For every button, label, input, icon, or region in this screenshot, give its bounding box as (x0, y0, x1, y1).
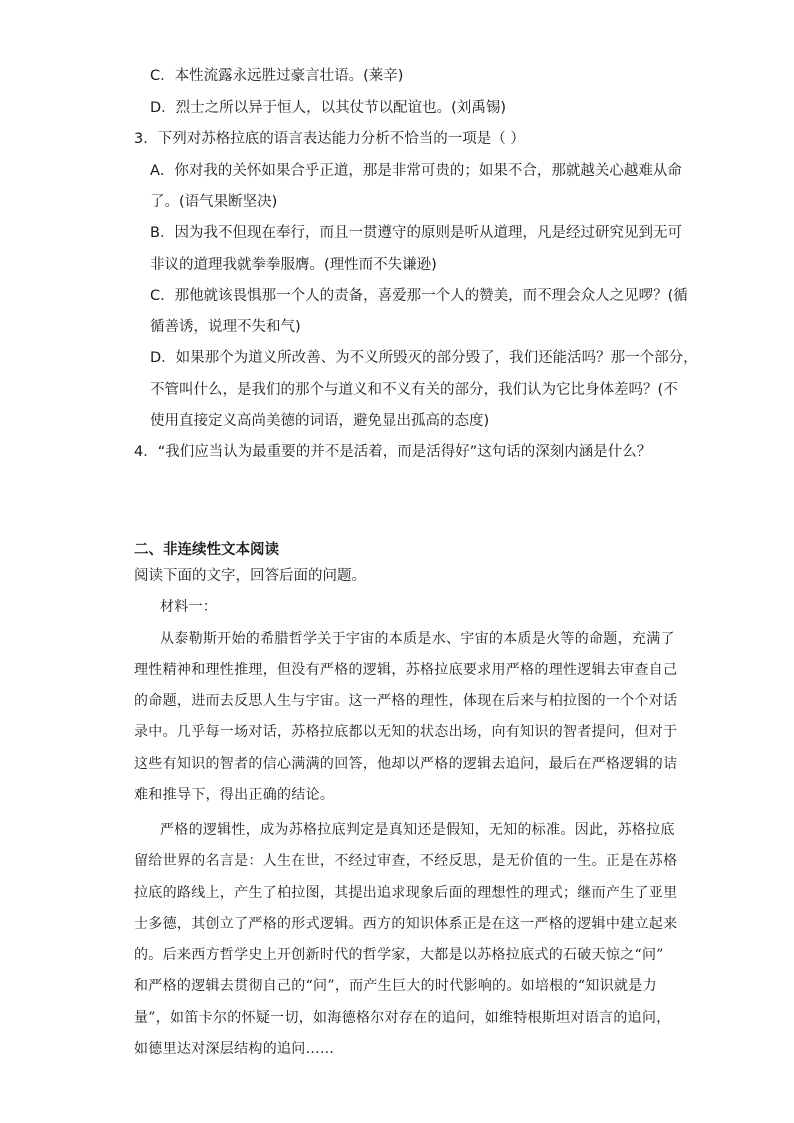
option-c-prev: C．本性流露永远胜过豪言壮语。(莱辛) (150, 68, 404, 84)
paragraph-1-line: 的命题，进而去反思人生与宇宙。这一严格的理性，体现在后来与柏拉图的一个个对话 (134, 693, 678, 709)
question-3-option-b-line2: 非议的道理我就拳拳服膺。(理性而不失谦逊) (150, 257, 437, 273)
question-3-option-d-line2: 不管叫什么，是我们的那个与道义和不义有关的部分，我们认为它比身体差吗？(不 (150, 382, 678, 398)
question-3-option-b-line1: B．因为我不但现在奉行，而且一贯遵守的原则是听从道理，凡是经过研究见到无可 (150, 225, 682, 241)
paragraph-2-line: 的。后来西方哲学史上开创新时代的哲学家，大都是以苏格拉底式的石破天惊之“问” (134, 947, 664, 963)
paragraph-2-line: 留给世界的名言是：人生在世，不经过审查，不经反思，是无价值的一生。正是在苏格 (134, 853, 678, 869)
paragraph-2-line: 量”，如笛卡尔的怀疑一切，如海德格尔对存在的追问，如维特根斯坦对语言的追问， (134, 1010, 671, 1026)
question-4-stem: 4．“我们应当认为最重要的并不是活着，而是活得好”这句话的深刻内涵是什么？ (134, 444, 652, 460)
section-instruction: 阅读下面的文字，回答后面的问题。 (134, 568, 366, 584)
option-d-prev: D．烈士之所以异于恒人，以其仗节以配谊也。(刘禹锡) (150, 100, 506, 116)
question-3-option-c-line1: C．那他就该畏惧那一个人的责备，喜爱那一个人的赞美，而不理会众人之见啰？(循 (150, 288, 688, 304)
material-label: 材料一： (160, 599, 218, 615)
paragraph-2-line: 拉底的路线上，产生了柏拉图，其提出追求现象后面的理想性的理式；继而产生了亚里 (134, 885, 678, 901)
paragraph-1-line: 理性精神和理性推理，但没有严格的逻辑，苏格拉底要求用严格的理性逻辑去审查自己 (134, 662, 678, 678)
paragraph-1-line: 从泰勒斯开始的希腊哲学关于宇宙的本质是水、宇宙的本质是火等的命题，充满了 (160, 631, 675, 647)
question-3-option-d-line1: D．如果那个为道义所改善、为不义所毁灭的部分毁了，我们还能活吗？那一个部分， (150, 350, 698, 366)
paragraph-2-line: 严格的逻辑性，成为苏格拉底判定是真知还是假知，无知的标准。因此，苏格拉底 (160, 822, 675, 838)
paragraph-2-line: 士多德，其创立了严格的形式逻辑。西方的知识体系正是在这一严格的逻辑中建立起来 (134, 916, 678, 932)
question-3-option-a-line2: 了。(语气果断坚决) (150, 194, 278, 210)
question-3-option-a-line1: A．你对我的关怀如果合乎正道，那是非常可贵的；如果不合，那就越关心越难从命 (150, 163, 682, 179)
question-3-option-d-line3: 使用直接定义高尚美德的词语，避免显出孤高的态度) (150, 413, 490, 429)
section-heading: 二、非连续性文本阅读 (134, 542, 279, 558)
paragraph-1-line: 难和推导下，得出正确的结论。 (134, 787, 335, 803)
paragraph-2-line: 和严格的逻辑去贯彻自己的“问”，而产生巨大的时代影响的。如培根的“知识就是力 (134, 978, 657, 994)
question-3-stem: 3．下列对苏格拉底的语言表达能力分析不恰当的一项是（ ） (134, 131, 525, 147)
paragraph-2-line: 如德里达对深层结构的追问…… (134, 1041, 335, 1057)
paragraph-1-line: 录中。几乎每一场对话，苏格拉底都以无知的状态出场，向有知识的智者提问，但对于 (134, 724, 678, 740)
paragraph-1-line: 这些有知识的智者的信心满满的回答，他却以严格的逻辑去追问，最后在严格逻辑的诘 (134, 756, 678, 772)
question-3-option-c-line2: 循善诱，说理不失和气) (150, 319, 301, 335)
